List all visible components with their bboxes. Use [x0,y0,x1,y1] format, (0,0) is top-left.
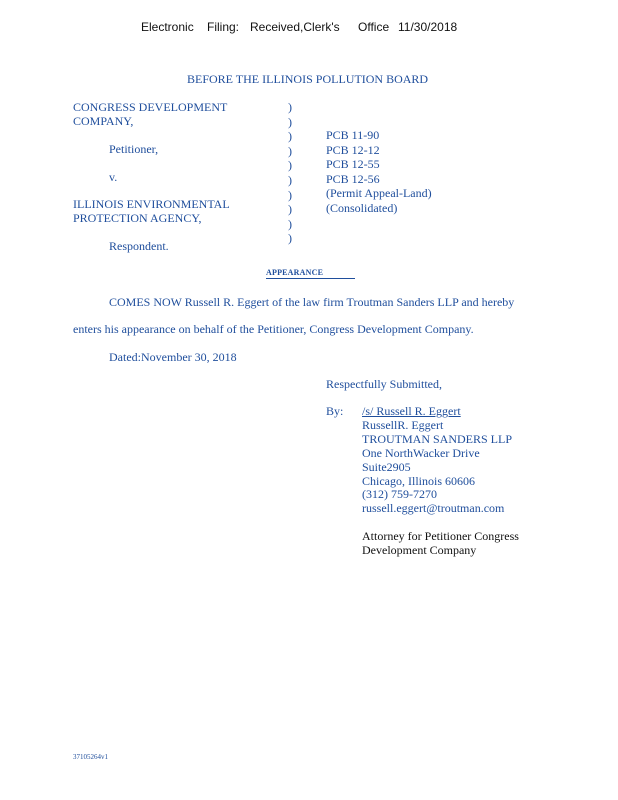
paren: ) [288,114,292,129]
respondent-role: Respondent. [109,239,169,253]
header-office: Office [358,20,390,34]
respondent-name-line1: ILLINOIS ENVIRONMENTAL [73,197,230,211]
paren: ) [288,202,292,217]
header-electronic: Electronic [141,20,194,34]
email: russell.eggert@troutman.com [362,501,505,516]
electronic-signature: /s/ Russell R. Eggert [362,404,461,418]
attorney-for-line1: Attorney for Petitioner Congress [362,529,519,543]
firm-name: TROUTMAN SANDERS LLP [362,431,513,446]
paren: ) [288,143,292,158]
board-title: BEFORE THE ILLINOIS POLLUTION BOARD [187,72,429,86]
petitioner-name-line2: COMPANY, [73,114,134,128]
case-number: PCB 11-90 [326,128,380,142]
attorney-for [362,530,519,558]
header-date: 11/30/2018 [398,20,458,34]
case-number: PCB 12-55 [326,157,380,172]
paren: ) [288,216,292,231]
body-paragraph-line2: enters his appearance on behalf of the Petitioner, Congress Development Company. [73,322,474,336]
petitioner-role: Petitioner, [109,142,159,156]
body-paragraph-line1: COMES NOW Russell R. Eggert of the law firm Troutman Sanders LLP and hereby [109,295,515,309]
case-type: (Permit Appeal-Land) [326,186,432,201]
case-number: PCB 12-12 [326,142,380,157]
paren: ) [288,100,292,114]
attorney-name: RussellR. Eggert [362,417,444,432]
case-consolidated: (Consolidated) [326,200,398,215]
paren: ) [288,187,292,202]
signature-block [362,405,512,516]
closing: Respectfully Submitted, [326,377,442,391]
case-number: PCB 12-56 [326,171,380,186]
paren: ) [288,172,292,187]
case-numbers [326,128,432,216]
section-title: APPEARANCE [266,268,355,279]
paren: ) [288,231,292,246]
attorney-for-line2: Development Company [362,542,477,557]
paren: ) [288,158,292,173]
address-line1: One NorthWacker Drive [362,445,480,460]
header-filing: Filing: [207,20,240,34]
versus: v. [109,170,118,184]
paren: ) [288,129,292,144]
by-label: By: [326,404,344,418]
petitioner-name-line1: CONGRESS DEVELOPMENT [73,100,228,114]
city-state-zip: Chicago, Illinois 60606 [362,473,475,488]
document-id: 37105264v1 [73,753,108,761]
address-line2: Suite2905 [362,459,411,474]
dated-line: Dated:November 30, 2018 [109,350,237,364]
respondent-name-line2: PROTECTION AGENCY, [73,211,202,225]
phone: (312) 759-7270 [362,487,437,502]
header-received: Received,Clerk's [250,20,340,34]
caption-parentheses [288,100,292,246]
